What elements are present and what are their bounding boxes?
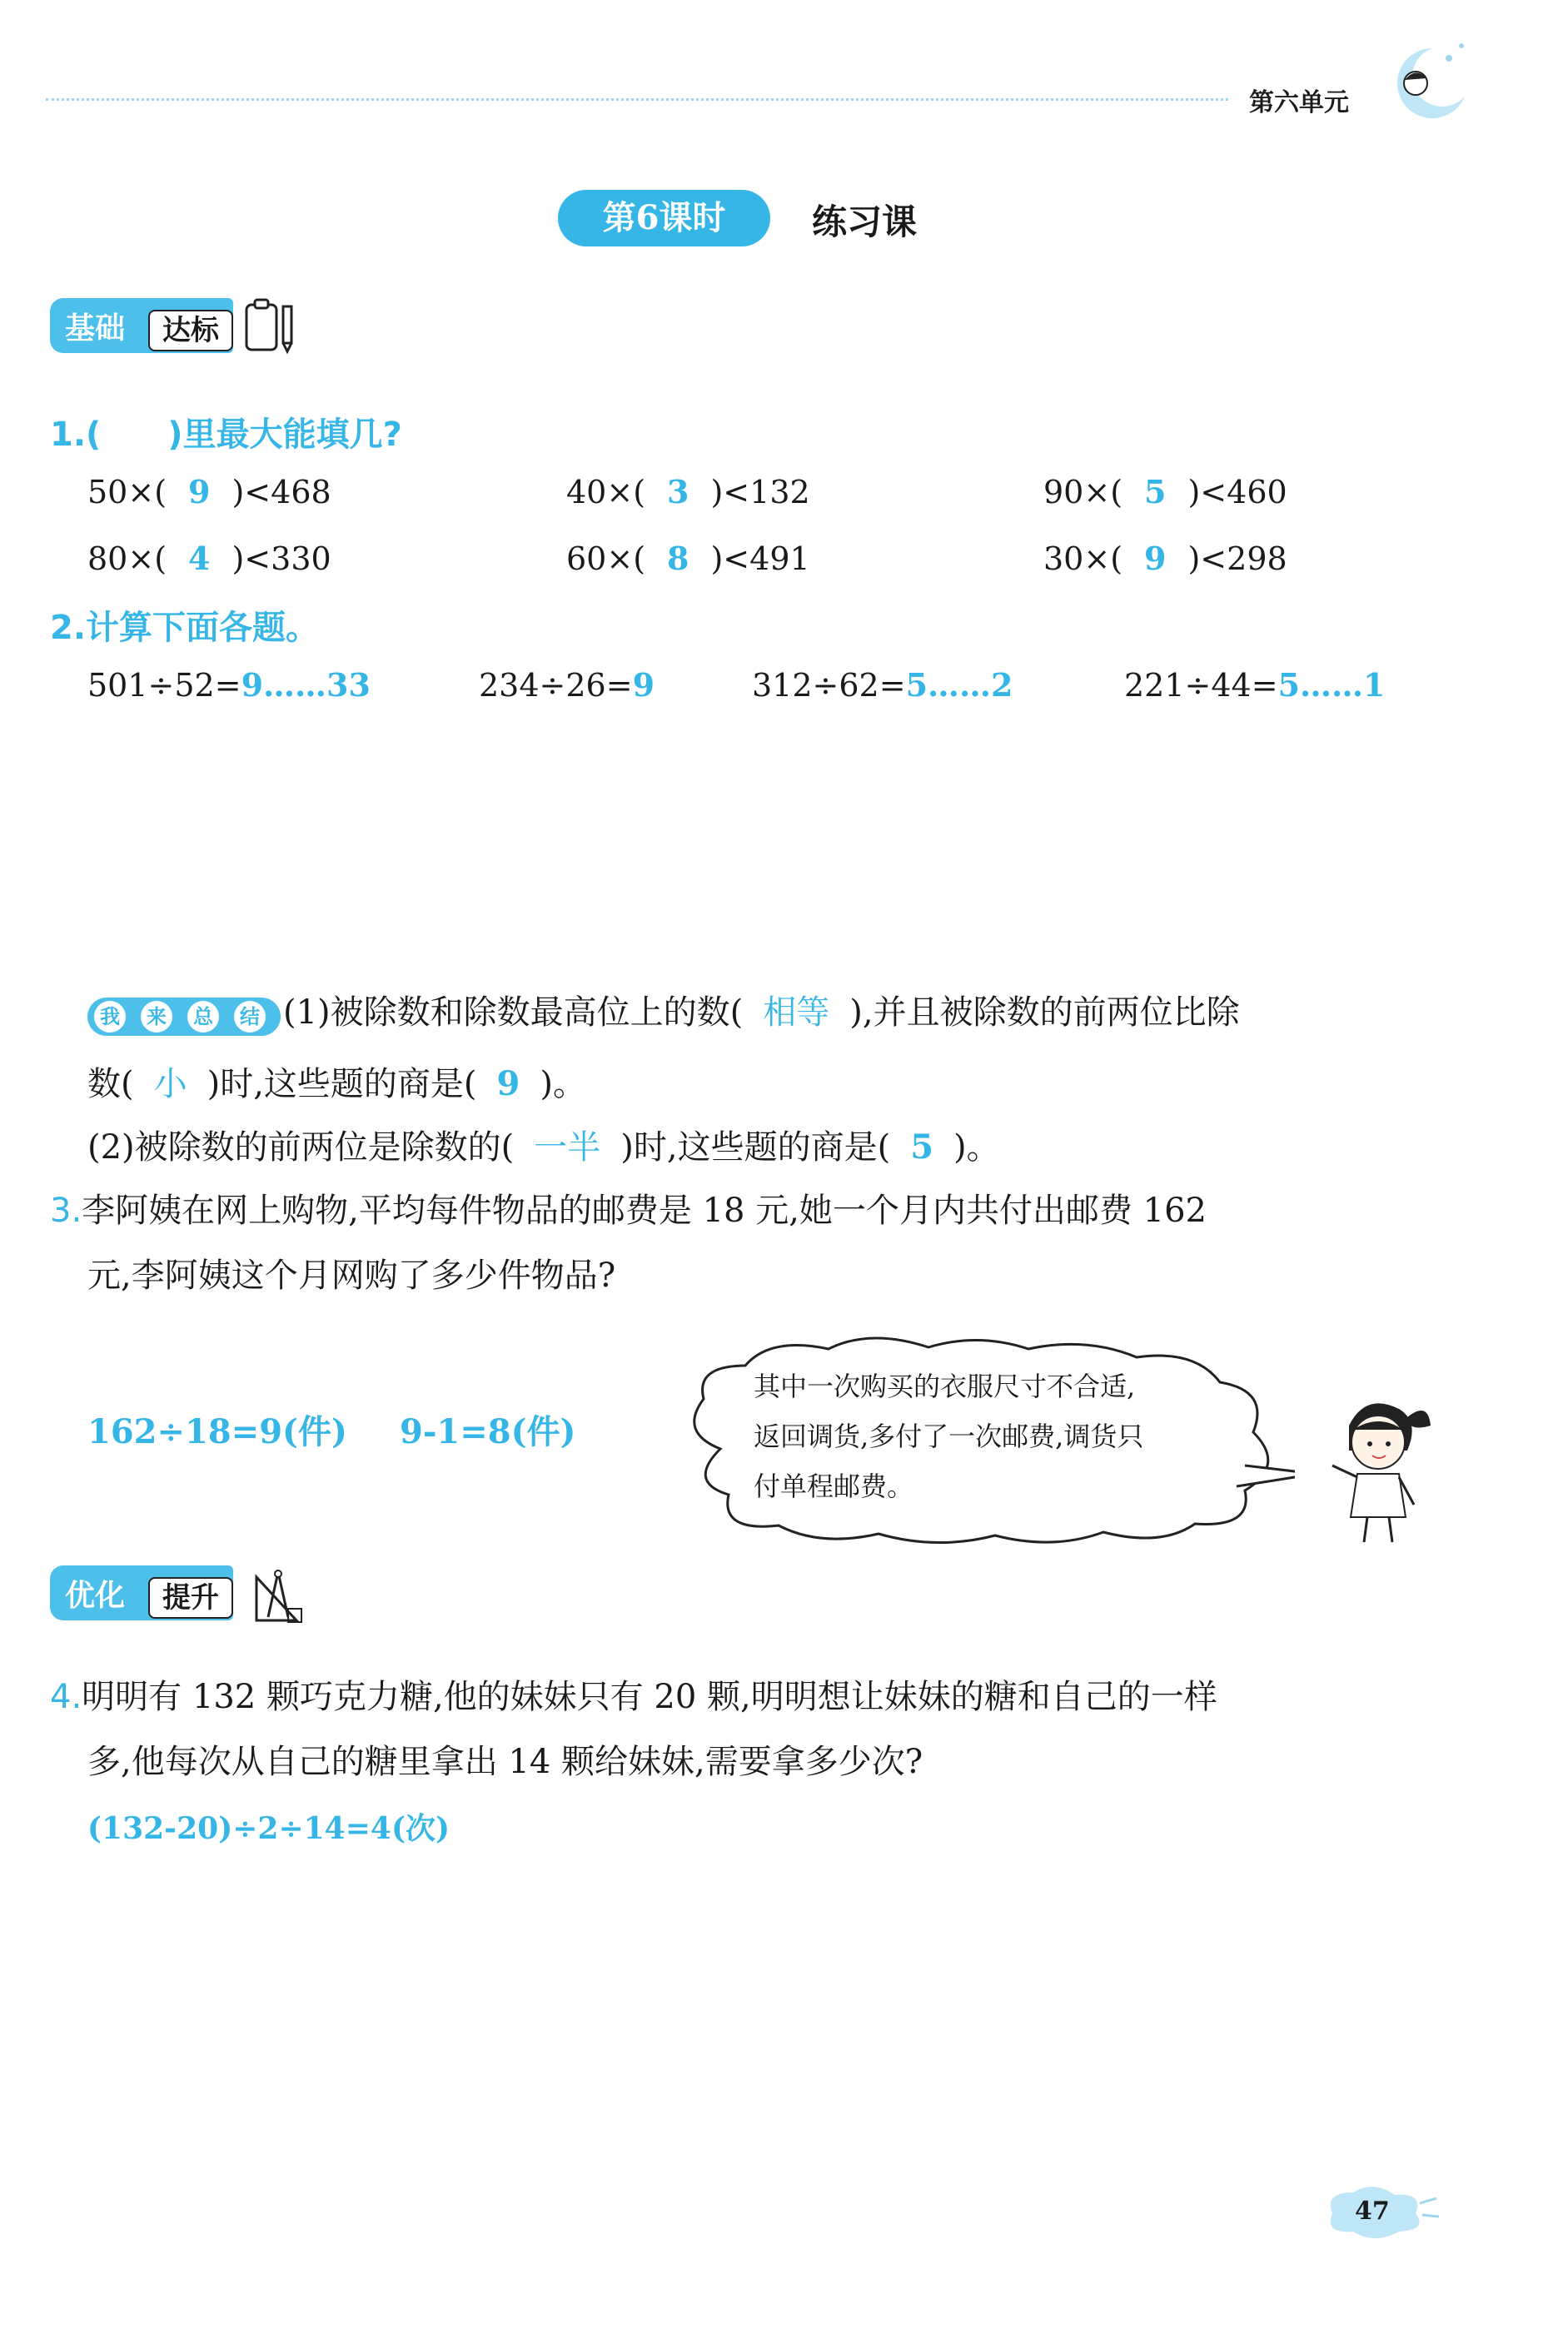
- section-tag-basic: [50, 298, 233, 353]
- q1-item: [566, 540, 810, 577]
- unit-label: 第六单元: [1249, 88, 1349, 117]
- q3-line-2: 元,李阿姨这个月网购了多少件物品?: [87, 1257, 616, 1295]
- q1-item-post: )<330: [231, 540, 331, 577]
- summary-text: )时,这些题的商是(: [620, 1128, 891, 1167]
- summary-badge: [87, 998, 281, 1036]
- summary-text: 数(: [87, 1065, 134, 1103]
- header-divider: [46, 98, 1228, 101]
- q2-answer: 9……33: [241, 666, 371, 704]
- q2-expression: 501÷52=: [87, 667, 241, 704]
- q1-item: [1043, 473, 1287, 510]
- cloud-text-line: 付单程邮费。: [754, 1471, 914, 1502]
- q2-expression: 312÷62=: [752, 667, 906, 704]
- summary-badge-char: 来: [141, 1001, 172, 1033]
- q2-expression: 234÷26=: [479, 667, 633, 704]
- q3-number: 3.: [50, 1192, 82, 1230]
- summary-text: )时,这些题的商是(: [207, 1065, 477, 1103]
- q1-answer: 9: [188, 473, 211, 510]
- q4-text: 明明有 132 颗巧克力糖,他的妹妹只有 20 颗,明明想让妹妹的糖和自己的一样: [82, 1678, 1217, 1716]
- lesson-title: 练习课: [812, 202, 918, 242]
- summary-line-2: [87, 1064, 586, 1103]
- section-tag-advanced: [50, 1565, 233, 1620]
- q2-item: [752, 666, 1013, 704]
- q1-answer: 3: [667, 473, 689, 510]
- summary-text: (1)被除数和除数最高位上的数(: [283, 993, 744, 1032]
- q3-answer-1: 162÷18=9(件): [87, 1412, 347, 1451]
- q1-heading: 1.( )里最大能填几?: [50, 416, 402, 454]
- q1-item-post: )<468: [231, 474, 331, 510]
- moon-girl-decoration-icon: [1382, 25, 1482, 125]
- summary-answer: 5: [910, 1127, 934, 1167]
- summary-answer: 一半: [534, 1128, 601, 1167]
- q3-text: 李阿姨在网上购物,平均每件物品的邮费是 18 元,她一个月内共付出邮费 162: [82, 1192, 1207, 1230]
- q2-item: [1124, 666, 1385, 704]
- q3-line-1: [50, 1192, 1207, 1230]
- summary-text: ),并且被除数的前两位比除: [849, 993, 1240, 1032]
- summary-badge-char: 我: [94, 1001, 126, 1033]
- summary-text: )。: [953, 1128, 1000, 1167]
- lesson-badge: 第6课时: [558, 190, 770, 246]
- cloud-text-line: 其中一次购买的衣服尺寸不合适,: [754, 1371, 1136, 1402]
- q4-line-2: 多,他每次从自己的糖里拿出 14 颗给妹妹,需要拿多少次?: [87, 1743, 923, 1781]
- q1-answer: 5: [1144, 473, 1167, 510]
- summary-answer: 小: [153, 1065, 187, 1103]
- q1-answer: 4: [188, 540, 211, 577]
- q2-item: [479, 666, 655, 704]
- q1-item: [1043, 540, 1287, 577]
- q1-item-pre: 50×(: [87, 474, 167, 510]
- q1-item: [87, 540, 331, 577]
- section-tag-right-text: 提升: [148, 1577, 233, 1619]
- q1-item-pre: 30×(: [1043, 540, 1123, 577]
- q1-item-post: )<298: [1187, 540, 1287, 577]
- compass-ruler-icon: [250, 1567, 308, 1627]
- q1-item-pre: 90×(: [1043, 474, 1123, 510]
- q1-item-pre: 40×(: [566, 474, 646, 510]
- q2-answer: 9: [632, 666, 655, 704]
- q1-item: [566, 473, 810, 510]
- summary-text: (2)被除数的前两位是除数的(: [87, 1128, 515, 1167]
- section-tag-right-text: 达标: [148, 310, 233, 351]
- girl-illustration-icon: [1324, 1392, 1432, 1550]
- q1-item: [87, 473, 331, 510]
- q2-expression: 221÷44=: [1124, 667, 1278, 704]
- cloud-text-line: 返回调货,多付了一次邮费,调货只: [754, 1421, 1144, 1452]
- summary-badge-char: 总: [187, 1001, 219, 1033]
- q2-answer: 5……1: [1277, 666, 1386, 704]
- q1-item-post: )<132: [710, 474, 810, 510]
- q4-answer: (132-20)÷2÷14=4(次): [87, 1811, 450, 1846]
- summary-text: )。: [540, 1065, 586, 1103]
- q2-heading: 2.计算下面各题。: [50, 609, 320, 647]
- summary-line-3: [87, 1127, 1000, 1167]
- q4-line-1: [50, 1680, 1217, 1714]
- q2-answer: 5……2: [905, 666, 1013, 704]
- page-number: 47: [1355, 2197, 1390, 2226]
- section-tag-left-text: 基础: [65, 311, 126, 346]
- q1-item-pre: 80×(: [87, 540, 167, 577]
- section-tag-left-text: 优化: [65, 1579, 126, 1613]
- q1-item-pre: 60×(: [566, 540, 646, 577]
- summary-answer: 相等: [763, 993, 830, 1032]
- clipboard-pencil-icon: [241, 296, 300, 356]
- q4-number: 4.: [50, 1678, 82, 1716]
- q1-item-post: )<491: [710, 540, 810, 577]
- q1-answer: 9: [1144, 540, 1167, 577]
- q3-answer-2: 9-1=8(件): [400, 1412, 576, 1451]
- q1-answer: 8: [667, 540, 689, 577]
- q2-item: [87, 666, 371, 704]
- summary-badge-char: 结: [234, 1001, 266, 1033]
- q1-item-post: )<460: [1187, 474, 1287, 510]
- summary-line-1: [283, 993, 1240, 1032]
- summary-answer: 9: [496, 1064, 520, 1103]
